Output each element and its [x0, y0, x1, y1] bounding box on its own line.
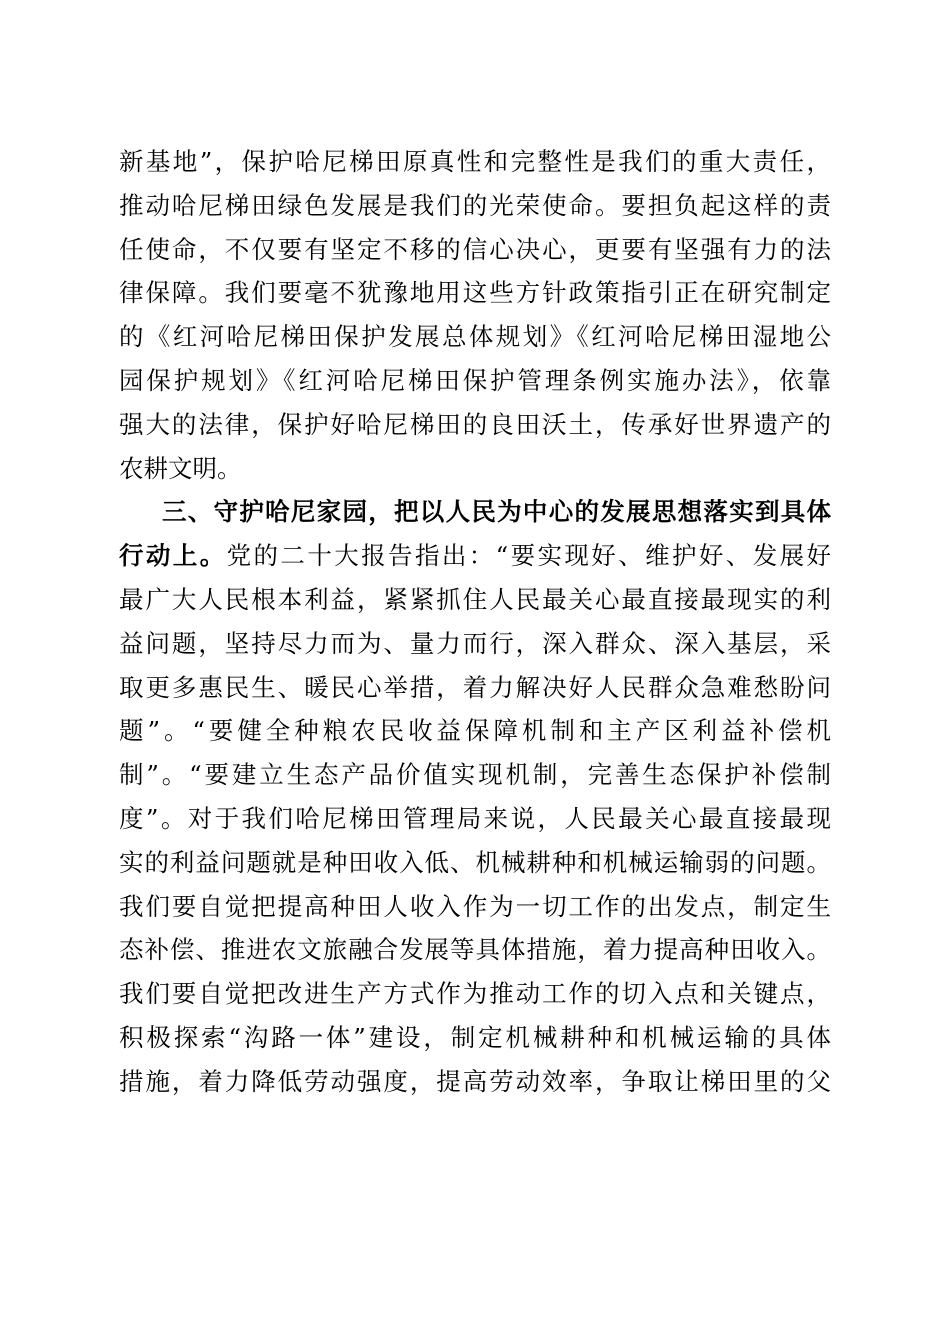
section-heading-end: 行动上。: [119, 541, 227, 571]
paragraph-line: 任使命，不仅要有坚定不移的信心决心，更要有坚强有力的法: [119, 234, 831, 264]
paragraph-line: 强大的法律，保护好哈尼梯田的良田沃土，传承好世界遗产的: [119, 409, 831, 439]
paragraph-line: 题”。“要健全种粮农民收益保障机制和主产区利益补偿机: [119, 716, 831, 746]
paragraph-line: 新基地”，保护哈尼梯田原真性和完整性是我们的重大责任，: [119, 147, 831, 176]
paragraph-line: 实的利益问题就是种田收入低、机械耕种和机械运输弱的问题。: [119, 847, 831, 877]
paragraph-line: 制”。“要建立生态产品价值实现机制，完善生态保护补偿制: [119, 760, 831, 790]
paragraph-line: 最广大人民根本利益，紧紧抓住人民最关心最直接最现实的利: [119, 584, 831, 614]
paragraph-line: 益问题，坚持尽力而为、量力而行，深入群众、深入基层，采: [119, 628, 831, 658]
paragraph-line: 我们要自觉把提高种田人收入作为一切工作的出发点，制定生: [119, 891, 831, 921]
paragraph-line: 度”。对于我们哈尼梯田管理局来说，人民最关心最直接最现: [119, 803, 831, 833]
section-heading-continuation-line: [119, 534, 831, 578]
paragraph-line: 农耕文明。: [119, 453, 242, 483]
paragraph-line: 的《红河哈尼梯田保护发展总体规划》《红河哈尼梯田湿地公: [119, 322, 831, 352]
paragraph-line: 我们要自觉把改进生产方式作为推动工作的切入点和关键点，: [119, 979, 831, 1009]
document-body: [119, 140, 831, 1104]
paragraph-line-rest: 党的二十大报告指出：“要实现好、维护好、发展好: [226, 541, 832, 571]
paragraph-line: 律保障。我们要毫不犹豫地用这些方针政策指引正在研究制定: [119, 278, 831, 308]
paragraph-line: 态补偿、推进农文旅融合发展等具体措施，着力提高种田收入。: [119, 935, 831, 965]
paragraph-line: 措施，着力降低劳动强度，提高劳动效率，争取让梯田里的父: [119, 1066, 831, 1096]
paragraph-line: 积极探索“沟路一体”建设，制定机械耕种和机械运输的具体: [119, 1022, 831, 1052]
paragraph-line: 园保护规划》《红河哈尼梯田保护管理条例实施办法》，依靠: [119, 365, 831, 395]
paragraph-line: 取更多惠民生、暖民心举措，着力解决好人民群众急难愁盼问: [119, 672, 831, 702]
paragraph-line: 推动哈尼梯田绿色发展是我们的光荣使命。要担负起这样的责: [119, 190, 831, 220]
section-heading: 三、守护哈尼家园，把以人民为中心的发展思想落实到具体: [162, 497, 831, 527]
